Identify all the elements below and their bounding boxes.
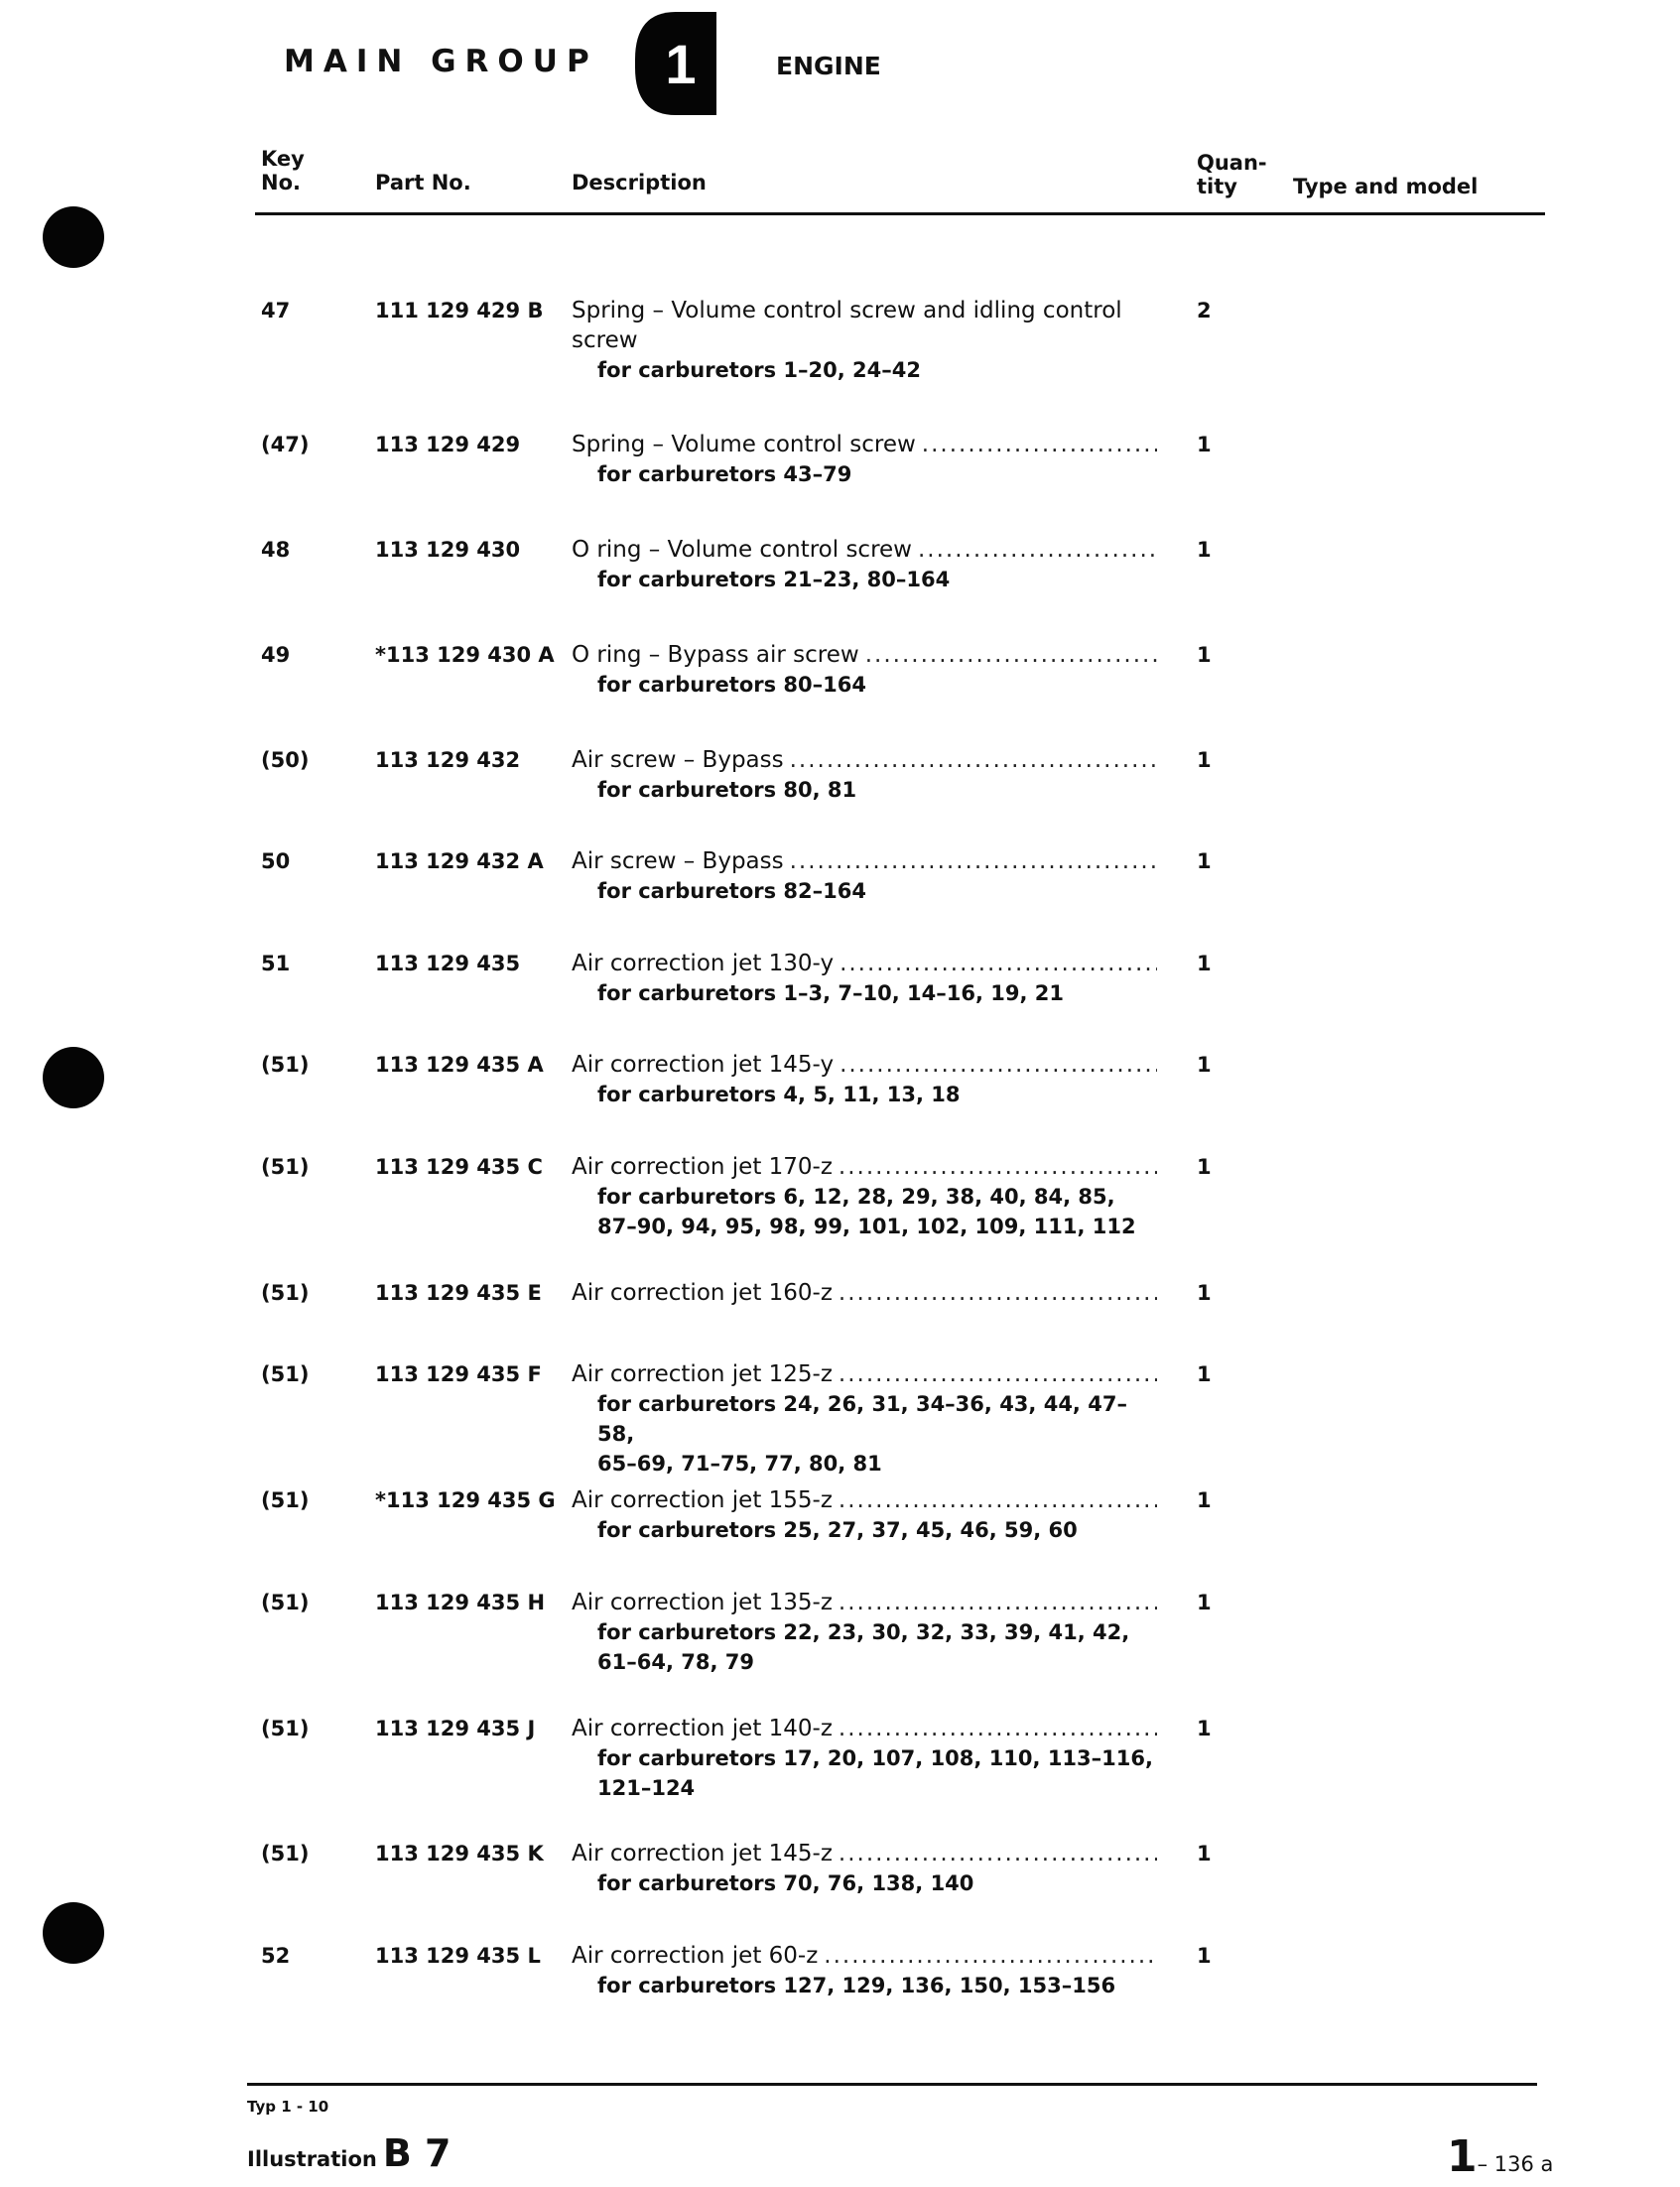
description: [572, 430, 1157, 489]
description: [572, 1359, 1157, 1479]
description-text: Air correction jet 60-z: [572, 1943, 819, 1969]
key-number: (51): [261, 1155, 310, 1179]
key-number: 50: [261, 849, 291, 873]
carburetor-range: for carburetors 22, 23, 30, 32, 33, 39, 41, 42,: [597, 1620, 1130, 1644]
leader-dots: [840, 1050, 1157, 1080]
key-number: (51): [261, 1488, 310, 1512]
key-number: (51): [261, 1281, 310, 1305]
column-key-no: Key No.: [261, 147, 305, 194]
description: [572, 640, 1157, 700]
punch-hole-bottom: [43, 1902, 104, 1964]
column-part-no: Part No.: [375, 171, 471, 194]
key-number: 48: [261, 538, 291, 562]
description-text: Air correction jet 145-y: [572, 1052, 835, 1078]
leader-dots: [839, 1278, 1157, 1308]
description: [572, 1941, 1157, 2000]
description-text: Air correction jet 125-z: [572, 1361, 833, 1387]
punch-hole-top: [43, 206, 104, 268]
carburetor-range: for carburetors 80, 81: [597, 778, 857, 802]
page-number-main: 1: [1447, 2131, 1478, 2182]
quantity: 1: [1197, 1488, 1212, 1512]
footer-illustration: [247, 2131, 451, 2175]
description-text: Air screw – Bypass: [572, 848, 784, 874]
column-quantity: Quan- tity: [1197, 151, 1267, 198]
group-number-badge: [631, 8, 720, 119]
carburetor-range: 65–69, 71–75, 77, 80, 81: [597, 1452, 882, 1476]
carburetor-range: for carburetors 1–3, 7–10, 14–16, 19, 21: [597, 981, 1065, 1005]
key-number: 51: [261, 952, 291, 975]
quantity: 2: [1197, 299, 1212, 322]
quantity: 1: [1197, 1362, 1212, 1386]
description-text: Spring – Volume control screw: [572, 432, 916, 457]
page-number-sub: – 136 a: [1477, 2152, 1554, 2176]
key-number: (51): [261, 1591, 310, 1614]
carburetor-range: for carburetors 4, 5, 11, 13, 18: [597, 1083, 961, 1106]
description: [572, 1050, 1157, 1109]
leader-dots: [918, 535, 1157, 565]
carburetor-range: for carburetors 25, 27, 37, 45, 46, 59, 60: [597, 1518, 1078, 1542]
description: [572, 1278, 1157, 1308]
carburetor-range: for carburetors 43–79: [597, 462, 852, 486]
leader-dots: [840, 949, 1157, 978]
carburetor-range: for carburetors 17, 20, 107, 108, 110, 113–116,: [597, 1746, 1153, 1770]
quantity: 1: [1197, 1717, 1212, 1740]
description-text: Air correction jet 130-y: [572, 951, 835, 976]
quantity: 1: [1197, 1591, 1212, 1614]
leader-dots: [790, 745, 1157, 775]
description-text: Air screw – Bypass: [572, 747, 784, 773]
key-number: (51): [261, 1053, 310, 1077]
description: [572, 846, 1157, 906]
quantity: 1: [1197, 1281, 1212, 1305]
description: [572, 535, 1157, 594]
leader-dots: [865, 640, 1157, 670]
main-group-label: MAIN GROUP: [284, 44, 598, 79]
key-number: (51): [261, 1717, 310, 1740]
carburetor-range: for carburetors 70, 76, 138, 140: [597, 1871, 974, 1895]
quantity: 1: [1197, 538, 1212, 562]
part-number: 113 129 435 F: [375, 1362, 542, 1386]
carburetor-range: 61–64, 78, 79: [597, 1650, 754, 1674]
part-number: 113 129 430: [375, 538, 521, 562]
key-number: 49: [261, 643, 291, 667]
footer-rule: [247, 2083, 1537, 2086]
leader-dots: [839, 1152, 1157, 1182]
part-number: 113 129 429: [375, 433, 521, 456]
leader-dots: [839, 1714, 1157, 1743]
part-number: 113 129 435 J: [375, 1717, 536, 1740]
page-number: [1447, 2131, 1553, 2182]
part-number: 113 129 435 C: [375, 1155, 543, 1179]
quantity: 1: [1197, 643, 1212, 667]
description: [572, 949, 1157, 1008]
key-number: 47: [261, 299, 291, 322]
illustration-code: B 7: [382, 2131, 452, 2175]
header-rule: [255, 212, 1545, 215]
description-text: Spring – Volume control screw and idling control screw: [572, 298, 1122, 353]
leader-dots: [839, 1485, 1157, 1515]
key-number: (47): [261, 433, 310, 456]
key-number: 52: [261, 1944, 291, 1968]
key-number: (50): [261, 748, 310, 772]
description: [572, 1485, 1157, 1545]
illustration-label: Illustration: [247, 2147, 377, 2171]
quantity: 1: [1197, 748, 1212, 772]
quantity: 1: [1197, 849, 1212, 873]
part-number: 113 129 435 L: [375, 1944, 541, 1968]
leader-dots: [839, 1839, 1157, 1868]
description: [572, 1839, 1157, 1898]
leader-dots: [790, 846, 1157, 876]
description-text: Air correction jet 135-z: [572, 1590, 833, 1615]
leader-dots: [922, 430, 1157, 459]
part-number: 113 129 435 K: [375, 1842, 544, 1865]
quantity: 1: [1197, 1155, 1212, 1179]
part-number: *113 129 435 G: [375, 1488, 556, 1512]
quantity: 1: [1197, 1944, 1212, 1968]
part-number: 113 129 435 E: [375, 1281, 542, 1305]
group-badge-shape: [631, 8, 720, 119]
carburetor-range: for carburetors 24, 26, 31, 34–36, 43, 44, 47–58,: [597, 1392, 1127, 1446]
part-number: 111 129 429 B: [375, 299, 544, 322]
description-text: Air correction jet 140-z: [572, 1716, 833, 1741]
carburetor-range: 121–124: [597, 1776, 696, 1800]
column-description: Description: [572, 171, 707, 194]
description-text: Air correction jet 145-z: [572, 1841, 833, 1866]
carburetor-range: 87–90, 94, 95, 98, 99, 101, 102, 109, 111, 112: [597, 1215, 1136, 1238]
description: [572, 1714, 1157, 1803]
quantity: 1: [1197, 1053, 1212, 1077]
carburetor-range: for carburetors 1–20, 24–42: [597, 358, 921, 382]
part-number: 113 129 435 A: [375, 1053, 544, 1077]
quantity: 1: [1197, 1842, 1212, 1865]
description-text: Air correction jet 160-z: [572, 1280, 833, 1306]
key-number: (51): [261, 1362, 310, 1386]
quantity: 1: [1197, 952, 1212, 975]
description-text: O ring – Bypass air screw: [572, 642, 859, 668]
carburetor-range: for carburetors 80–164: [597, 673, 866, 697]
part-number: 113 129 435 H: [375, 1591, 546, 1614]
part-number: 113 129 432: [375, 748, 521, 772]
description-text: Air correction jet 155-z: [572, 1487, 833, 1513]
carburetor-range: for carburetors 127, 129, 136, 150, 153–156: [597, 1974, 1116, 1997]
description: [572, 296, 1157, 385]
leader-dots: [839, 1359, 1157, 1389]
carburetor-range: for carburetors 82–164: [597, 879, 866, 903]
carburetor-range: for carburetors 21–23, 80–164: [597, 568, 951, 591]
description-text: O ring – Volume control screw: [572, 537, 912, 563]
part-number: 113 129 435: [375, 952, 521, 975]
quantity: 1: [1197, 433, 1212, 456]
page-title: ENGINE: [776, 52, 881, 80]
leader-dots: [839, 1588, 1157, 1617]
leader-dots: [824, 1941, 1157, 1971]
punch-hole-middle: [43, 1047, 104, 1108]
column-type-model: Type and model: [1293, 175, 1479, 198]
group-number: 1: [665, 33, 697, 95]
part-number: 113 129 432 A: [375, 849, 544, 873]
key-number: (51): [261, 1842, 310, 1865]
description-text: Air correction jet 170-z: [572, 1154, 833, 1180]
carburetor-range: for carburetors 6, 12, 28, 29, 38, 40, 84, 85,: [597, 1185, 1115, 1209]
description: [572, 1152, 1157, 1241]
part-number: *113 129 430 A: [375, 643, 555, 667]
description: [572, 1588, 1157, 1677]
description: [572, 745, 1157, 805]
footer-type: Typ 1 - 10: [247, 2098, 329, 2116]
